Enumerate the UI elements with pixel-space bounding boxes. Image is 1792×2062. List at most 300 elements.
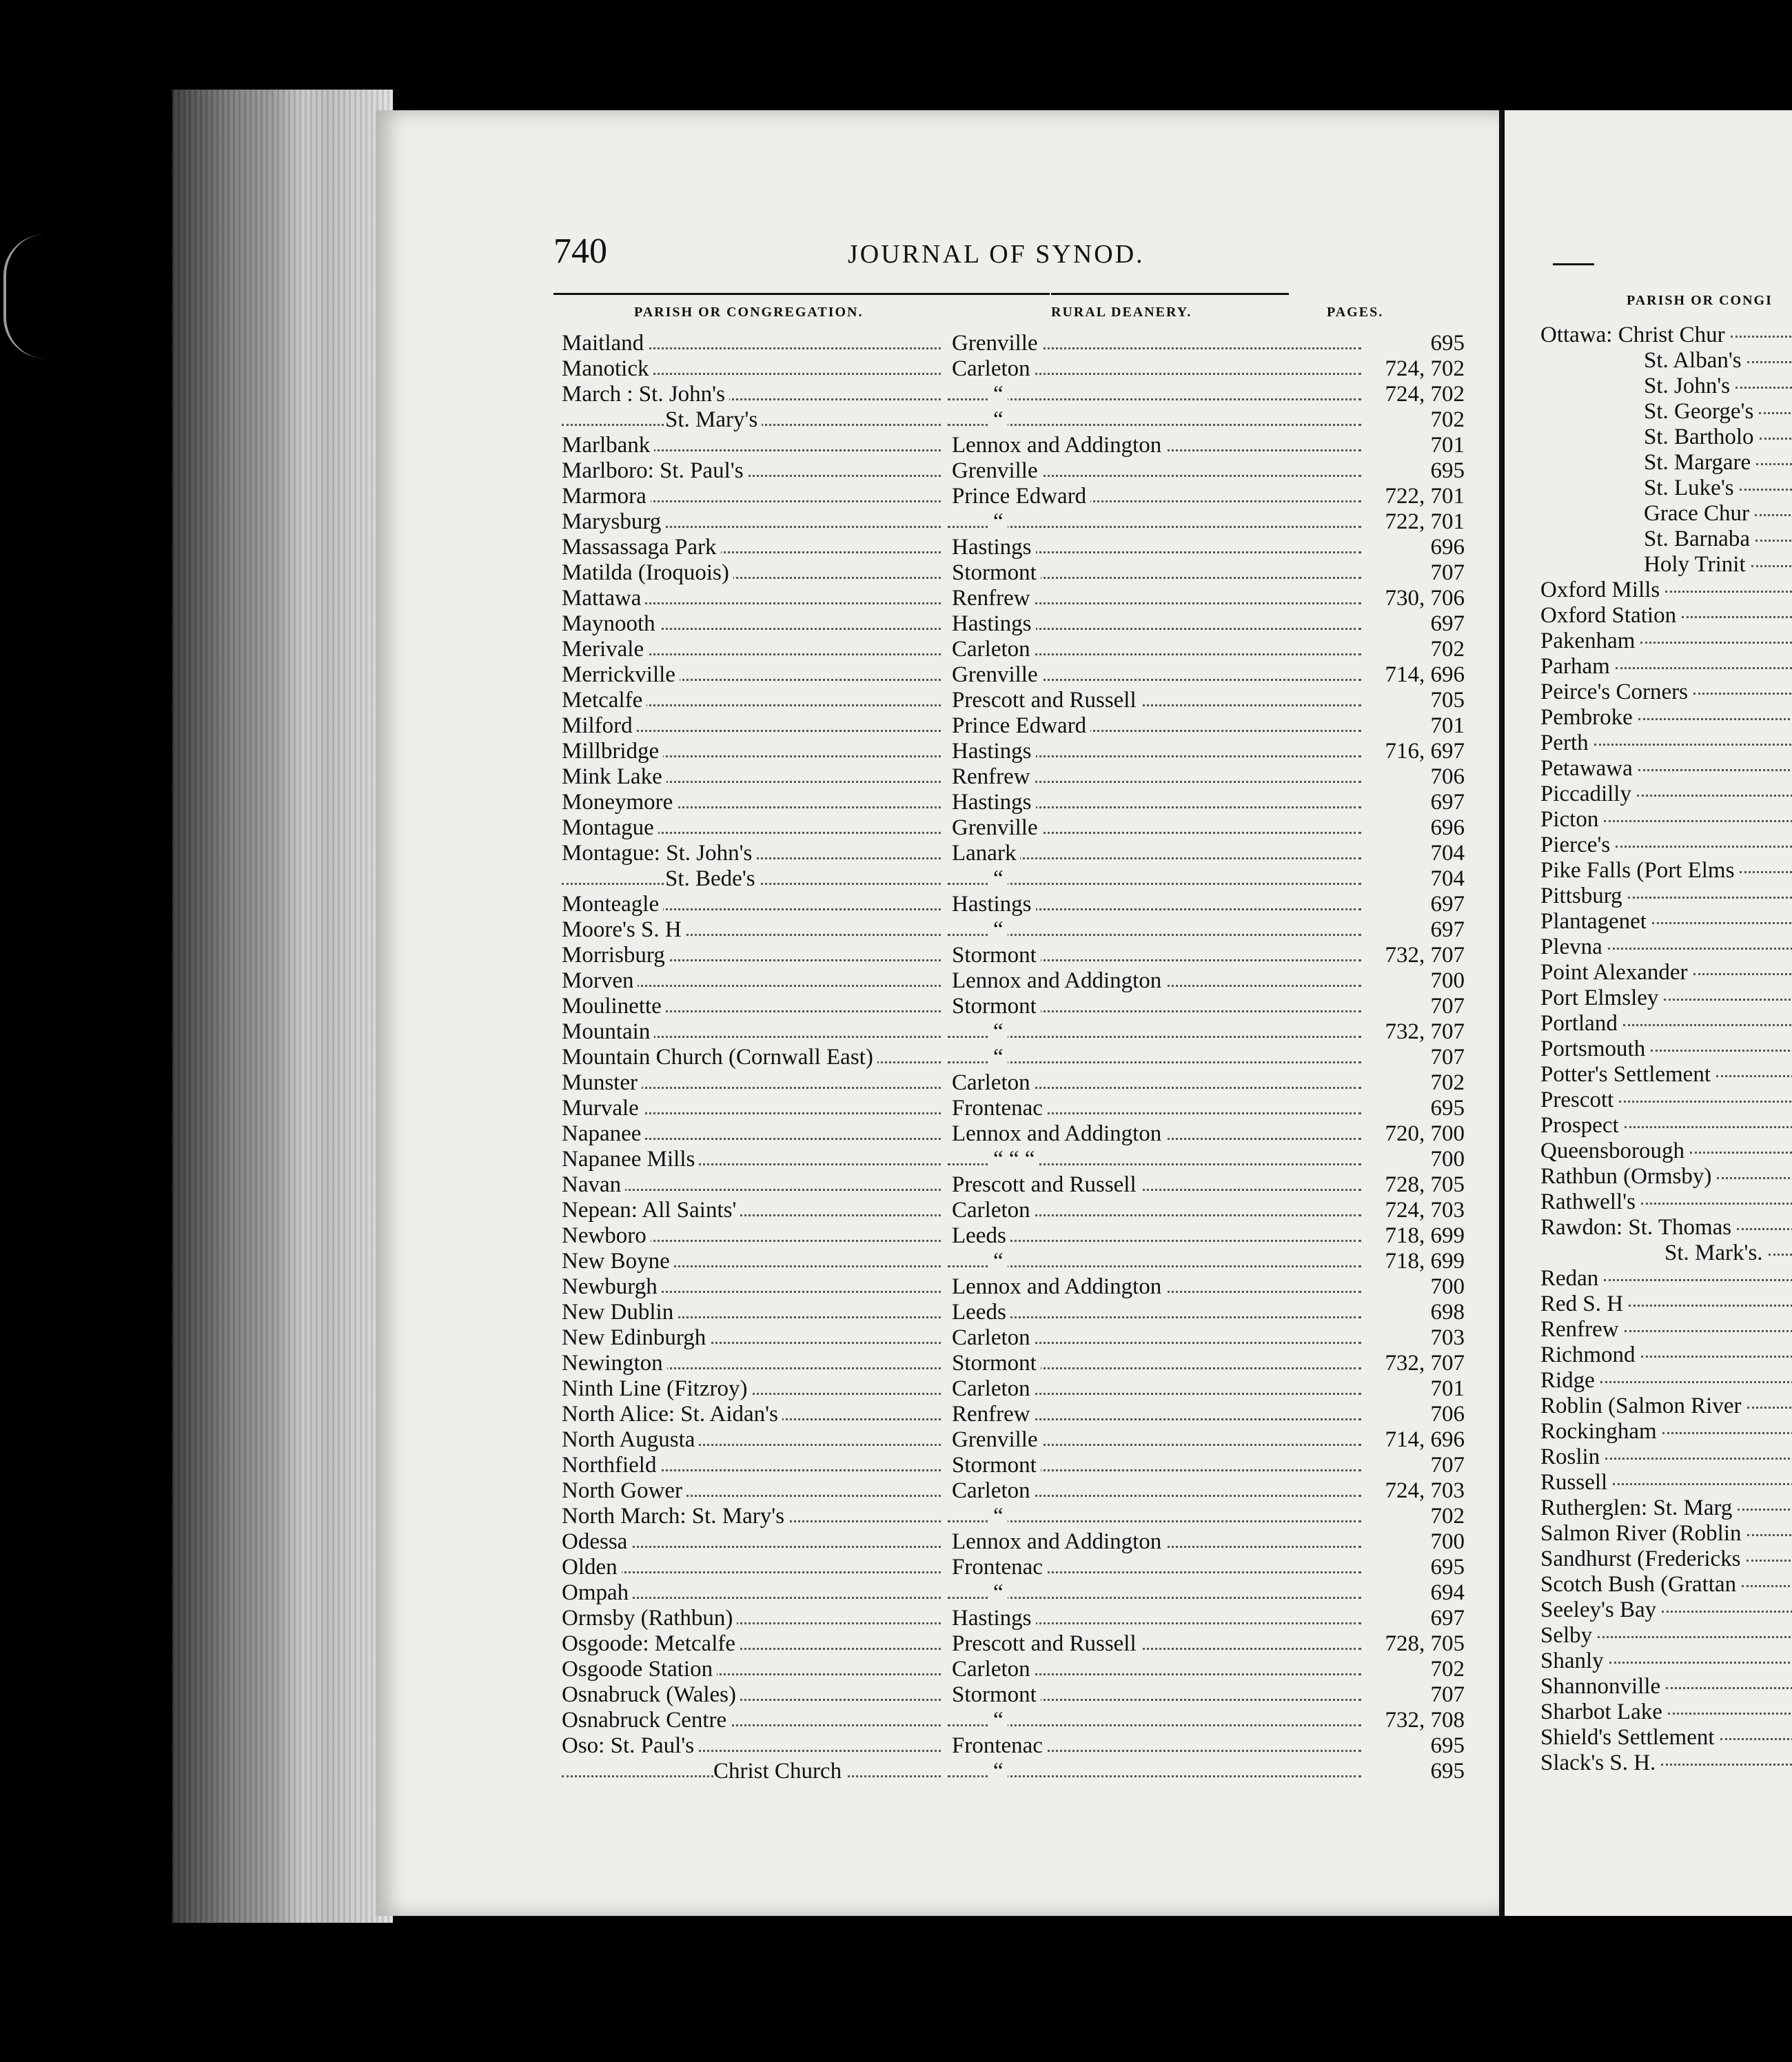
page-refs: 697 <box>1427 1606 1465 1631</box>
parish-name: March : St. John's <box>562 382 729 407</box>
rural-deanery: Lennox and Addington <box>948 1121 1165 1147</box>
parish-name: Grace Chur <box>1644 501 1750 526</box>
entry-row <box>562 484 1465 509</box>
page-refs: 714, 696 <box>1381 662 1465 688</box>
parish-name: Napanee <box>562 1121 645 1147</box>
page-refs: 702 <box>1427 1070 1465 1096</box>
page-refs: 697 <box>1427 892 1465 917</box>
page-refs: 707 <box>1427 1453 1465 1478</box>
leader-dots <box>948 1265 1361 1267</box>
page-refs: 704 <box>1427 866 1465 892</box>
rural-deanery: “ <box>989 1504 1008 1529</box>
right-entry-row <box>1540 1470 1792 1496</box>
leader-dots <box>948 398 1361 400</box>
page-refs: 695 <box>1427 458 1465 484</box>
entry-row <box>562 790 1465 815</box>
right-entry-row <box>1540 552 1792 578</box>
page-refs: 724, 703 <box>1381 1478 1465 1504</box>
leader-dots <box>1625 1126 1792 1128</box>
right-entry-row <box>1540 680 1792 705</box>
right-entry-row <box>1540 858 1792 884</box>
right-entry-row <box>1540 1113 1792 1139</box>
page-refs: 696 <box>1427 535 1465 560</box>
parish-name: Newboro <box>562 1223 651 1249</box>
leader-dots <box>1637 795 1792 797</box>
leader-dots <box>948 526 1361 528</box>
rural-deanery: Grenville <box>948 662 1042 688</box>
parish-name: Mountain Church (Cornwall East) <box>562 1045 877 1070</box>
right-entry-row <box>1540 935 1792 960</box>
leader-dots <box>1668 1713 1792 1715</box>
parish-name: Merrickville <box>562 662 680 688</box>
leader-dots <box>1662 1432 1792 1434</box>
right-entry-row <box>1540 1521 1792 1546</box>
leader-dots <box>1613 1483 1792 1485</box>
right-entry-row <box>1540 654 1792 680</box>
parish-name: Milford <box>562 713 637 739</box>
entry-row <box>562 458 1465 484</box>
parish-name: Osgoode: Metcalfe <box>562 1631 740 1657</box>
page-number: 740 <box>553 232 607 271</box>
rural-deanery: Carleton <box>948 1478 1035 1504</box>
page-refs: 732, 708 <box>1381 1708 1465 1733</box>
leader-dots <box>1769 1254 1792 1256</box>
right-entry-row <box>1540 1292 1792 1317</box>
page-refs: 718, 699 <box>1381 1223 1465 1249</box>
rural-deanery: “ <box>989 1045 1008 1070</box>
page-refs: 696 <box>1427 815 1465 841</box>
leader-dots <box>1638 769 1792 771</box>
leader-dots <box>948 424 1361 426</box>
parish-name: Seeley's Bay <box>1540 1597 1657 1622</box>
leader-dots <box>948 1036 1361 1038</box>
entry-row <box>562 1657 1465 1682</box>
parish-name: Piccadilly <box>1540 782 1631 806</box>
page-refs: 720, 700 <box>1381 1121 1465 1147</box>
entry-row <box>562 1198 1465 1223</box>
right-entry-row <box>1540 1164 1792 1190</box>
parish-name: Odessa <box>562 1529 631 1555</box>
parish-name: Shannonville <box>1540 1674 1661 1699</box>
rural-deanery: Lennox and Addington <box>948 1529 1165 1555</box>
rural-deanery: Stormont <box>948 994 1041 1019</box>
leader-dots <box>1717 1177 1792 1179</box>
leader-dots <box>1616 667 1792 669</box>
rural-deanery: Frontenac <box>948 1555 1047 1580</box>
rural-deanery: Frontenac <box>948 1096 1047 1121</box>
leader-dots <box>948 883 1361 885</box>
entry-row <box>562 1427 1465 1453</box>
parish-name: Munster <box>562 1070 642 1096</box>
leader-dots <box>948 1520 1361 1522</box>
right-entry-row <box>1540 833 1792 858</box>
page-refs: 707 <box>1427 1045 1465 1070</box>
right-entry-row <box>1540 1445 1792 1470</box>
rural-deanery: Stormont <box>948 1682 1041 1708</box>
entry-row <box>562 1759 1465 1784</box>
rural-deanery: Hastings <box>948 535 1036 560</box>
rural-deanery: Hastings <box>948 611 1036 637</box>
page-refs: 716, 697 <box>1381 739 1465 764</box>
parish-name: Manotick <box>562 356 653 382</box>
right-entry-row <box>1540 1343 1792 1368</box>
parish-name: North Augusta <box>562 1427 699 1453</box>
right-entry-row <box>1540 1088 1792 1113</box>
right-entry-row <box>1540 1597 1792 1623</box>
right-entry-row <box>1540 960 1792 986</box>
parish-name: Olden <box>562 1555 622 1580</box>
leader-dots <box>1598 1636 1792 1638</box>
rural-deanery: “ <box>989 866 1008 892</box>
rural-deanery: “ <box>989 1759 1008 1784</box>
leader-dots <box>1747 1407 1792 1409</box>
entry-row <box>562 407 1465 433</box>
leader-dots <box>1600 1381 1792 1383</box>
leader-dots <box>1747 1560 1792 1562</box>
leader-dots <box>1666 1687 1792 1689</box>
leader-dots <box>1594 744 1792 746</box>
leader-dots <box>1609 1662 1792 1664</box>
right-entry-row <box>1540 527 1792 552</box>
page-refs: 697 <box>1427 790 1465 815</box>
parish-name: Ridge <box>1540 1368 1595 1393</box>
parish-name: Montague: St. John's <box>562 841 756 866</box>
leader-dots <box>1616 846 1792 848</box>
rural-deanery: Lennox and Addington <box>948 433 1165 458</box>
parish-name: New Edinburgh <box>562 1325 710 1351</box>
parish-name: Shanly <box>1540 1648 1604 1673</box>
leader-dots <box>1604 820 1792 822</box>
parish-name: Rawdon: St. Thomas <box>1540 1215 1732 1240</box>
parish-name: Pittsburg <box>1540 884 1622 908</box>
parish-name: Marlbank <box>562 433 654 458</box>
parish-name: Red S. H <box>1540 1292 1624 1316</box>
page-refs: 700 <box>1427 1529 1465 1555</box>
right-entry-row <box>1540 1037 1792 1062</box>
parish-name: Mountain <box>562 1019 654 1045</box>
right-entry-row <box>1540 629 1792 654</box>
rural-deanery: Stormont <box>948 1453 1041 1478</box>
leader-dots <box>1604 1279 1792 1281</box>
entry-row <box>562 764 1465 790</box>
right-entry-row <box>1540 1546 1792 1572</box>
right-entry-row <box>1540 501 1792 527</box>
column-head-parish: PARISH OR CONGREGATION. <box>634 305 864 320</box>
entry-row <box>562 1045 1465 1070</box>
parish-name: Port Elmsley <box>1540 986 1659 1010</box>
rural-deanery: Stormont <box>948 943 1041 968</box>
parish-name: Roblin (Salmon River <box>1540 1394 1742 1418</box>
right-header-rule <box>1553 263 1594 265</box>
parish-name: Maynooth <box>562 611 660 637</box>
leader-dots <box>1740 489 1792 491</box>
page-refs: 732, 707 <box>1381 1019 1465 1045</box>
right-entry-row <box>1540 1190 1792 1215</box>
leader-dots <box>1661 1764 1792 1766</box>
entry-row <box>562 739 1465 764</box>
page-refs: 704 <box>1427 841 1465 866</box>
right-entry-row <box>1540 807 1792 833</box>
parish-name: Matilda (Iroquois) <box>562 560 733 586</box>
entry-row <box>562 1274 1465 1300</box>
leader-dots <box>1738 1509 1792 1511</box>
right-entry-row <box>1540 578 1792 603</box>
rural-deanery: Frontenac <box>948 1733 1047 1759</box>
page-refs: 697 <box>1427 611 1465 637</box>
entry-row <box>562 1504 1465 1529</box>
leader-dots <box>1747 361 1792 363</box>
page-refs: 701 <box>1427 1376 1465 1402</box>
right-entry-row <box>1540 1394 1792 1419</box>
entry-row <box>562 1733 1465 1759</box>
leader-dots <box>1737 1228 1792 1230</box>
parish-name: St. Bede's <box>665 866 760 892</box>
parish-name: St. Alban's <box>1644 348 1742 373</box>
rural-deanery: Prince Edward <box>948 484 1090 509</box>
parish-name: Moneymore <box>562 790 677 815</box>
page-refs: 718, 699 <box>1381 1249 1465 1274</box>
leader-dots <box>1755 540 1792 542</box>
page-refs: 700 <box>1427 1274 1465 1300</box>
entry-row <box>562 713 1465 739</box>
page-refs: 695 <box>1427 1759 1465 1784</box>
parish-name: North March: St. Mary's <box>562 1504 788 1529</box>
parish-index-list <box>562 331 1465 1784</box>
parish-name: Morven <box>562 968 638 994</box>
rural-deanery: Grenville <box>948 815 1042 841</box>
leader-dots <box>1623 1024 1792 1026</box>
header-rule-right <box>1051 293 1289 295</box>
page-refs: 724, 703 <box>1381 1198 1465 1223</box>
parish-name: Napanee Mills <box>562 1147 699 1172</box>
entry-row <box>562 688 1465 713</box>
rural-deanery: Hastings <box>948 739 1036 764</box>
parish-name: Merivale <box>562 637 648 662</box>
parish-name: Plevna <box>1540 935 1602 959</box>
right-entry-row <box>1540 1419 1792 1445</box>
parish-name: St. Mark's. <box>1664 1241 1763 1265</box>
entry-row <box>562 560 1465 586</box>
entry-row <box>562 1682 1465 1708</box>
entry-row <box>562 1019 1465 1045</box>
parish-name: Richmond <box>1540 1343 1636 1367</box>
parish-name: Oxford Mills <box>1540 578 1660 602</box>
parish-name: Russell <box>1540 1470 1608 1495</box>
page-refs: 706 <box>1427 1402 1465 1427</box>
rural-deanery: Lanark <box>948 841 1020 866</box>
page-header <box>376 231 1499 293</box>
parish-name: Potter's Settlement <box>1540 1062 1711 1087</box>
parish-name: Massassaga Park <box>562 535 721 560</box>
rural-deanery: Hastings <box>948 892 1036 917</box>
right-entry-row <box>1540 450 1792 476</box>
rural-deanery: Leeds <box>948 1223 1010 1249</box>
parish-name: St. John's <box>1644 374 1731 398</box>
page-refs: 707 <box>1427 1682 1465 1708</box>
rural-deanery: Lennox and Addington <box>948 968 1165 994</box>
parish-name: Morrisburg <box>562 943 669 968</box>
right-entry-row <box>1540 1648 1792 1674</box>
right-entry-row <box>1540 1062 1792 1088</box>
right-entry-row <box>1540 1725 1792 1750</box>
rural-deanery: Carleton <box>948 1325 1035 1351</box>
right-entry-row <box>1540 603 1792 629</box>
parish-name: Newington <box>562 1351 667 1376</box>
rural-deanery: Prescott and Russell <box>948 1631 1141 1657</box>
parish-name: St. George's <box>1644 399 1754 424</box>
right-entry-row <box>1540 1266 1792 1292</box>
parish-name: Redan <box>1540 1266 1599 1291</box>
rural-deanery: Leeds <box>948 1300 1010 1325</box>
page-refs: 695 <box>1427 331 1465 356</box>
parish-name: Navan <box>562 1172 625 1198</box>
parish-name: Nepean: All Saints' <box>562 1198 740 1223</box>
parish-name: St. Barnaba <box>1644 527 1750 551</box>
leader-dots <box>1720 1738 1792 1740</box>
page-refs: 732, 707 <box>1381 1351 1465 1376</box>
page-refs: 700 <box>1427 968 1465 994</box>
rural-deanery: Grenville <box>948 458 1042 484</box>
parish-name: Mattawa <box>562 586 645 611</box>
rural-deanery: “ <box>989 407 1008 433</box>
right-entry-row <box>1540 782 1792 807</box>
right-column-head: PARISH OR CONGI <box>1627 293 1773 308</box>
page-refs: 714, 696 <box>1381 1427 1465 1453</box>
right-entry-row <box>1540 1750 1792 1776</box>
rural-deanery: “ <box>989 382 1008 407</box>
parish-name: Salmon River (Roblin <box>1540 1521 1742 1546</box>
page-refs: 701 <box>1427 713 1465 739</box>
column-head-pages: PAGES. <box>1327 305 1384 320</box>
parish-name: Northfield <box>562 1453 660 1478</box>
rural-deanery: “ <box>989 1249 1008 1274</box>
parish-name: Metcalfe <box>562 688 646 713</box>
leader-dots <box>1651 1050 1792 1052</box>
entry-row <box>562 1478 1465 1504</box>
page-refs: 695 <box>1427 1555 1465 1580</box>
parish-name: Marmora <box>562 484 651 509</box>
page-refs: 724, 702 <box>1381 356 1465 382</box>
leader-dots <box>1664 999 1792 1001</box>
right-entry-row <box>1540 909 1792 935</box>
parish-name: Queensborough <box>1540 1139 1684 1163</box>
entry-row <box>562 968 1465 994</box>
left-page <box>376 110 1503 1916</box>
parish-name: Shield's Settlement <box>1540 1725 1715 1750</box>
right-entry-row <box>1540 1674 1792 1699</box>
parish-name: Rockingham <box>1540 1419 1657 1444</box>
entry-row <box>562 1121 1465 1147</box>
leader-dots <box>1731 336 1792 338</box>
page-refs: 702 <box>1427 637 1465 662</box>
parish-name: Slack's S. H. <box>1540 1750 1656 1775</box>
parish-name: New Boyne <box>562 1249 674 1274</box>
rural-deanery: Prince Edward <box>948 713 1090 739</box>
leader-dots <box>1740 871 1792 873</box>
entry-row <box>562 917 1465 943</box>
entry-row <box>562 382 1465 407</box>
entry-row <box>562 1300 1465 1325</box>
leader-dots <box>1638 718 1792 720</box>
leader-dots <box>1629 1305 1792 1307</box>
right-entry-row <box>1540 1139 1792 1164</box>
page-refs: 728, 705 <box>1381 1172 1465 1198</box>
page-refs: 707 <box>1427 994 1465 1019</box>
entry-row <box>562 1606 1465 1631</box>
leader-dots <box>948 1061 1361 1063</box>
parish-name: Perth <box>1540 731 1589 755</box>
parish-name: North Alice: St. Aidan's <box>562 1402 782 1427</box>
page-refs: 722, 701 <box>1381 484 1465 509</box>
entry-row <box>562 841 1465 866</box>
rural-deanery: “ <box>989 917 1008 943</box>
right-entry-row <box>1540 1496 1792 1521</box>
parish-name: Plantagenet <box>1540 909 1647 934</box>
page-refs: 702 <box>1427 407 1465 433</box>
header-rule-left <box>553 293 1050 295</box>
parish-name: Point Alexander <box>1540 960 1688 985</box>
page-refs: 698 <box>1427 1300 1465 1325</box>
parish-name: Parham <box>1540 654 1610 679</box>
leader-dots <box>1662 1611 1792 1613</box>
parish-name: North Gower <box>562 1478 686 1504</box>
parish-name: Sandhurst (Fredericks <box>1540 1546 1741 1571</box>
right-entry-row <box>1540 1699 1792 1725</box>
parish-name: St. Luke's <box>1644 476 1734 500</box>
rural-deanery: Hastings <box>948 1606 1036 1631</box>
leader-dots <box>1641 1356 1792 1358</box>
page-refs: 703 <box>1427 1325 1465 1351</box>
parish-name: Monteagle <box>562 892 663 917</box>
parish-name: Portland <box>1540 1011 1618 1036</box>
parish-name: Moulinette <box>562 994 666 1019</box>
rural-deanery: Grenville <box>948 331 1042 356</box>
rural-deanery: Hastings <box>948 790 1036 815</box>
page-refs: 702 <box>1427 1657 1465 1682</box>
parish-name: Prospect <box>1540 1113 1619 1138</box>
leader-dots <box>1640 642 1792 644</box>
right-entry-row <box>1540 374 1792 399</box>
entry-row <box>562 1147 1465 1172</box>
entry-row <box>562 1249 1465 1274</box>
rural-deanery: “ “ “ <box>989 1147 1039 1172</box>
entry-row <box>562 892 1465 917</box>
entry-row <box>562 535 1465 560</box>
parish-name: Prescott <box>1540 1088 1614 1112</box>
rural-deanery: Carleton <box>948 1376 1035 1402</box>
right-entry-row <box>1540 1317 1792 1343</box>
parish-name: Ninth Line (Fitzroy) <box>562 1376 751 1402</box>
right-entry-row <box>1540 1368 1792 1394</box>
leader-dots <box>1742 1585 1792 1587</box>
entry-row <box>562 1529 1465 1555</box>
page-refs: 730, 706 <box>1381 586 1465 611</box>
entry-row <box>562 1453 1465 1478</box>
page-refs: 697 <box>1427 917 1465 943</box>
leader-dots <box>1605 1458 1792 1460</box>
entry-row <box>562 509 1465 535</box>
entry-row <box>562 1580 1465 1606</box>
parish-name: Ottawa: Christ Chur <box>1540 323 1725 347</box>
parish-name: Montague <box>562 815 658 841</box>
parish-name: Rathwell's <box>1540 1190 1636 1214</box>
right-entry-row <box>1540 731 1792 756</box>
right-entry-row <box>1540 986 1792 1011</box>
parish-name: Newburgh <box>562 1274 662 1300</box>
right-entry-row <box>1540 756 1792 782</box>
entry-row <box>562 433 1465 458</box>
page-refs: 732, 707 <box>1381 943 1465 968</box>
